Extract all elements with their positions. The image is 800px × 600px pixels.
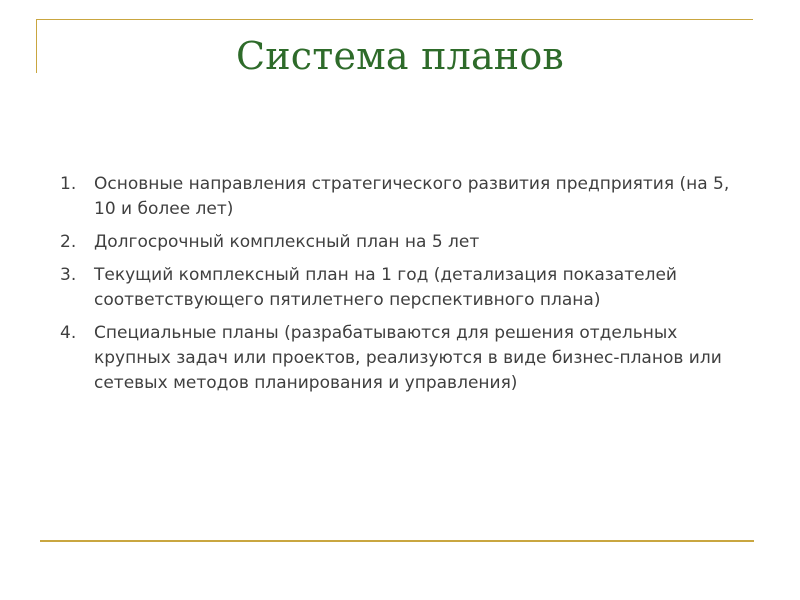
list-item xyxy=(60,263,750,313)
list-item xyxy=(60,230,750,255)
frame-top-line xyxy=(36,19,753,20)
list-item-number: 4. xyxy=(60,323,77,343)
slide-title: Система планов xyxy=(235,34,564,78)
list-item xyxy=(60,321,750,396)
list-item-text: Текущий комплексный план на 1 год (детализация показателей соответствующего пятилетнего перспективного плана) xyxy=(94,265,677,310)
list-item-text: Специальные планы (разрабатываются для решения отдельных крупных задач или проектов, реализуются в виде бизнес-планов или сетевых методов планирования и управления) xyxy=(94,323,722,393)
list-item-number: 3. xyxy=(60,265,77,285)
list-item-text: Долгосрочный комплексный план на 5 лет xyxy=(94,232,480,252)
list-item-text: Основные направления стратегического развития предприятия (на 5, 10 и более лет) xyxy=(94,174,730,219)
plan-list xyxy=(60,172,750,404)
list-item-number: 1. xyxy=(60,174,77,194)
frame-bottom-line xyxy=(40,540,754,542)
list-item-number: 2. xyxy=(60,232,77,252)
list-item xyxy=(60,172,750,222)
